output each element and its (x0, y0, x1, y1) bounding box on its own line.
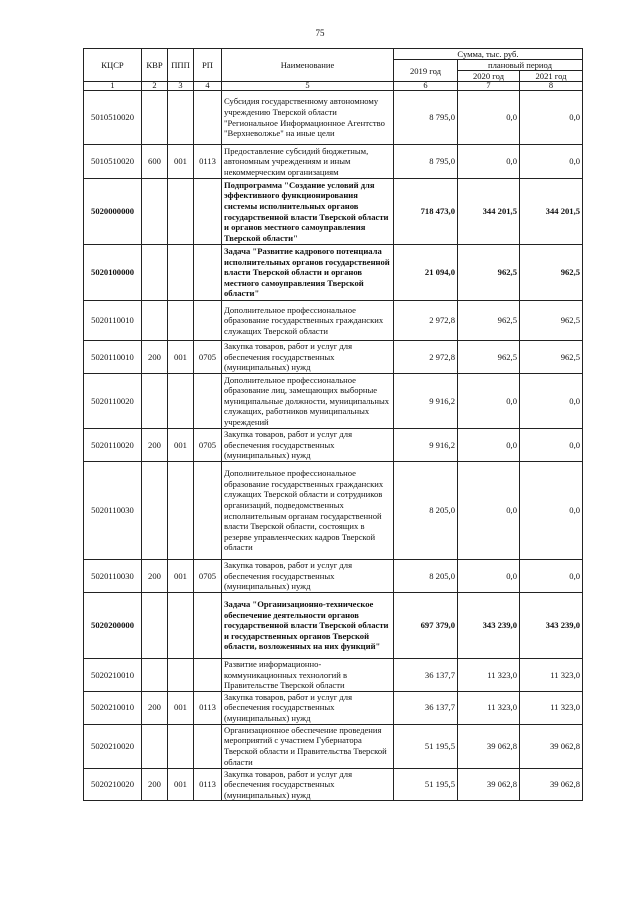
rp-cell (194, 593, 222, 659)
kvr-cell (142, 659, 168, 692)
header-year-2019: 2019 год (394, 60, 458, 82)
amount-2019-cell: 51 195,5 (394, 768, 458, 801)
amount-2020-cell: 0,0 (458, 429, 520, 462)
amount-2021-cell: 0,0 (520, 560, 583, 593)
page-number: 75 (315, 28, 325, 38)
ppp-cell (168, 301, 194, 341)
kvr-cell (142, 724, 168, 768)
header-kcsr: КЦСР (84, 49, 142, 82)
ppp-cell (168, 593, 194, 659)
table-row (84, 462, 583, 560)
amount-2019-cell: 718 473,0 (394, 179, 458, 245)
kcsr-cell: 5020210020 (84, 768, 142, 801)
amount-2019-cell: 8 795,0 (394, 145, 458, 179)
amount-2019-cell: 21 094,0 (394, 245, 458, 301)
name-cell: Развитие информационно-коммуникационных технологий в Правительстве Тверской области (222, 659, 394, 692)
kvr-cell (142, 374, 168, 429)
amount-2021-cell: 11 323,0 (520, 691, 583, 724)
kcsr-cell: 5020110020 (84, 374, 142, 429)
ppp-cell (168, 374, 194, 429)
ppp-cell: 001 (168, 768, 194, 801)
name-cell: Задача "Организационно-техническое обеспечение деятельности органов государственной власти Тверской области и государственных органов Тверской области, возложенных на них функций" (222, 593, 394, 659)
amount-2020-cell: 344 201,5 (458, 179, 520, 245)
amount-2021-cell: 39 062,8 (520, 768, 583, 801)
amount-2020-cell: 11 323,0 (458, 659, 520, 692)
name-cell: Дополнительное профессиональное образование государственных гражданских служащих Тверской области и сотрудников организаций, подведомственных исполнительным органам государственной власти Тверской области, состоящих в резерве управленческих кадров Тверской области (222, 462, 394, 560)
amount-2019-cell: 697 379,0 (394, 593, 458, 659)
ppp-cell: 001 (168, 691, 194, 724)
name-cell: Подпрограмма "Создание условий для эффективного функционирования системы исполнительных органов государственной власти Тверской области и органов местного самоуправления Тверской области" (222, 179, 394, 245)
name-cell: Организационное обеспечение проведения мероприятий с участием Губернатора Тверской области и Правительства Тверской области (222, 724, 394, 768)
amount-2019-cell: 8 205,0 (394, 462, 458, 560)
name-cell: Предоставление субсидий бюджетным, автономным учреждениям и иным некоммерческим организациям (222, 145, 394, 179)
table-row (84, 374, 583, 429)
amount-2020-cell: 0,0 (458, 145, 520, 179)
amount-2020-cell: 0,0 (458, 91, 520, 145)
table-row (84, 691, 583, 724)
amount-2020-cell: 962,5 (458, 301, 520, 341)
kcsr-cell: 5020200000 (84, 593, 142, 659)
rp-cell: 0113 (194, 768, 222, 801)
amount-2019-cell: 8 205,0 (394, 560, 458, 593)
amount-2019-cell: 51 195,5 (394, 724, 458, 768)
rp-cell: 0705 (194, 560, 222, 593)
table-row (84, 768, 583, 801)
table-row (84, 593, 583, 659)
kcsr-cell: 5010510020 (84, 91, 142, 145)
header-year-2020: 2020 год (458, 71, 520, 82)
column-index-cell: 8 (520, 82, 583, 91)
amount-2020-cell: 0,0 (458, 462, 520, 560)
ppp-cell (168, 659, 194, 692)
kcsr-cell: 5020110030 (84, 462, 142, 560)
amount-2019-cell: 36 137,7 (394, 691, 458, 724)
kvr-cell: 200 (142, 691, 168, 724)
amount-2021-cell: 11 323,0 (520, 659, 583, 692)
rp-cell: 0705 (194, 341, 222, 374)
rp-cell (194, 659, 222, 692)
amount-2021-cell: 962,5 (520, 245, 583, 301)
kcsr-cell: 5020100000 (84, 245, 142, 301)
amount-2021-cell: 0,0 (520, 374, 583, 429)
column-index-cell: 5 (222, 82, 394, 91)
kcsr-cell: 5020110020 (84, 429, 142, 462)
name-cell: Закупка товаров, работ и услуг для обеспечения государственных (муниципальных) нужд (222, 560, 394, 593)
table-row (84, 179, 583, 245)
kcsr-cell: 5020210020 (84, 724, 142, 768)
ppp-cell: 001 (168, 145, 194, 179)
ppp-cell (168, 462, 194, 560)
amount-2019-cell: 36 137,7 (394, 659, 458, 692)
ppp-cell (168, 91, 194, 145)
table-row (84, 724, 583, 768)
rp-cell: 0705 (194, 429, 222, 462)
ppp-cell: 001 (168, 560, 194, 593)
kvr-cell: 200 (142, 341, 168, 374)
rp-cell (194, 374, 222, 429)
name-cell: Закупка товаров, работ и услуг для обеспечения государственных (муниципальных) нужд (222, 691, 394, 724)
amount-2020-cell: 0,0 (458, 374, 520, 429)
kcsr-cell: 5020110030 (84, 560, 142, 593)
kcsr-cell: 5020110010 (84, 301, 142, 341)
column-index-cell: 6 (394, 82, 458, 91)
name-cell: Дополнительное профессиональное образование лиц, замещающих выборные муниципальные должности, муниципальных служащих, работников муниципальных учреждений (222, 374, 394, 429)
name-cell: Субсидия государственному автономному учреждению Тверской области "Региональное Информационное Агентство "Верхневолжье" на иные цели (222, 91, 394, 145)
column-index-cell: 1 (84, 82, 142, 91)
column-index-cell: 2 (142, 82, 168, 91)
ppp-cell: 001 (168, 429, 194, 462)
kvr-cell (142, 245, 168, 301)
name-cell: Закупка товаров, работ и услуг для обеспечения государственных (муниципальных) нужд (222, 429, 394, 462)
amount-2019-cell: 8 795,0 (394, 91, 458, 145)
name-cell: Закупка товаров, работ и услуг для обеспечения государственных (муниципальных) нужд (222, 768, 394, 801)
table-row (84, 659, 583, 692)
rp-cell (194, 91, 222, 145)
table-row (84, 301, 583, 341)
amount-2020-cell: 39 062,8 (458, 768, 520, 801)
amount-2020-cell: 39 062,8 (458, 724, 520, 768)
ppp-cell: 001 (168, 341, 194, 374)
header-rp: РП (194, 49, 222, 82)
table-row (84, 341, 583, 374)
kcsr-cell: 5020000000 (84, 179, 142, 245)
ppp-cell (168, 245, 194, 301)
ppp-cell (168, 179, 194, 245)
kcsr-cell: 5020210010 (84, 659, 142, 692)
rp-cell (194, 462, 222, 560)
table-row (84, 91, 583, 145)
table-row (84, 429, 583, 462)
amount-2021-cell: 344 201,5 (520, 179, 583, 245)
amount-2021-cell: 0,0 (520, 145, 583, 179)
rp-cell (194, 301, 222, 341)
kcsr-cell: 5020110010 (84, 341, 142, 374)
column-index-cell: 3 (168, 82, 194, 91)
header-sum: Сумма, тыс. руб. (394, 49, 583, 60)
amount-2019-cell: 9 916,2 (394, 429, 458, 462)
amount-2020-cell: 0,0 (458, 560, 520, 593)
amount-2020-cell: 962,5 (458, 341, 520, 374)
kvr-cell (142, 301, 168, 341)
amount-2021-cell: 39 062,8 (520, 724, 583, 768)
rp-cell (194, 245, 222, 301)
amount-2021-cell: 0,0 (520, 462, 583, 560)
column-index-row (84, 82, 583, 91)
kvr-cell (142, 462, 168, 560)
budget-table (83, 48, 583, 801)
amount-2019-cell: 9 916,2 (394, 374, 458, 429)
rp-cell (194, 724, 222, 768)
kvr-cell: 200 (142, 768, 168, 801)
amount-2021-cell: 0,0 (520, 429, 583, 462)
amount-2020-cell: 11 323,0 (458, 691, 520, 724)
kcsr-cell: 5020210010 (84, 691, 142, 724)
amount-2021-cell: 0,0 (520, 91, 583, 145)
amount-2020-cell: 962,5 (458, 245, 520, 301)
header-year-2021: 2021 год (520, 71, 583, 82)
kvr-cell: 600 (142, 145, 168, 179)
kvr-cell (142, 593, 168, 659)
header-kvr: КВР (142, 49, 168, 82)
rp-cell (194, 179, 222, 245)
table-row (84, 560, 583, 593)
table-row (84, 145, 583, 179)
name-cell: Закупка товаров, работ и услуг для обеспечения государственных (муниципальных) нужд (222, 341, 394, 374)
name-cell: Задача "Развитие кадрового потенциала исполнительных органов государственной власти Тверской области и органов местного самоуправления Тверской области" (222, 245, 394, 301)
kvr-cell (142, 91, 168, 145)
amount-2021-cell: 343 239,0 (520, 593, 583, 659)
amount-2019-cell: 2 972,8 (394, 301, 458, 341)
kvr-cell: 200 (142, 429, 168, 462)
table-row (84, 245, 583, 301)
amount-2019-cell: 2 972,8 (394, 341, 458, 374)
name-cell: Дополнительное профессиональное образование государственных гражданских служащих Тверской области (222, 301, 394, 341)
rp-cell: 0113 (194, 691, 222, 724)
column-index-cell: 7 (458, 82, 520, 91)
kvr-cell: 200 (142, 560, 168, 593)
header-planned-period: плановый период (458, 60, 583, 71)
amount-2021-cell: 962,5 (520, 301, 583, 341)
header-ppp: ППП (168, 49, 194, 82)
amount-2021-cell: 962,5 (520, 341, 583, 374)
column-index-cell: 4 (194, 82, 222, 91)
amount-2020-cell: 343 239,0 (458, 593, 520, 659)
ppp-cell (168, 724, 194, 768)
kvr-cell (142, 179, 168, 245)
header-name: Наименование (222, 49, 394, 82)
kcsr-cell: 5010510020 (84, 145, 142, 179)
rp-cell: 0113 (194, 145, 222, 179)
